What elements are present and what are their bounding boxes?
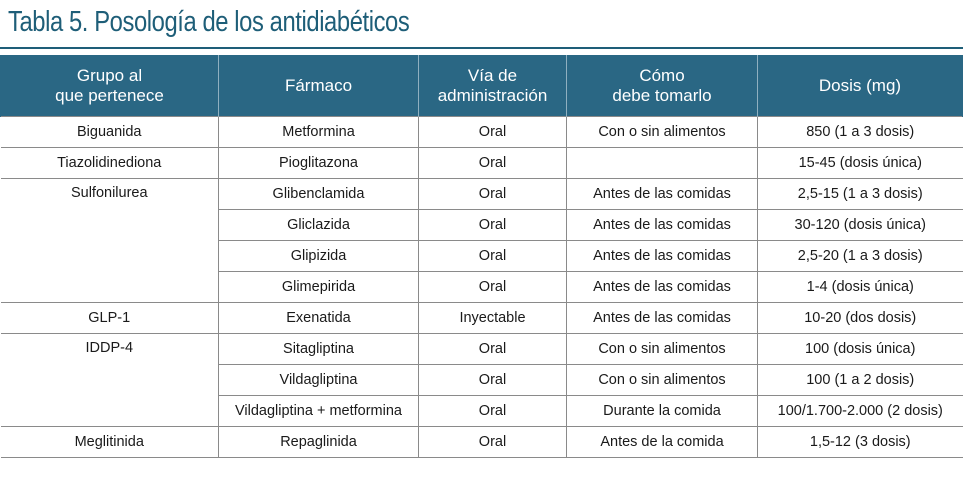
farmaco-cell: Glimepirida bbox=[219, 272, 419, 303]
dosis-cell: 30-120 (dosis única) bbox=[758, 210, 963, 241]
farmaco-cell: Glipizida bbox=[219, 241, 419, 272]
dosis-cell: 15-45 (dosis única) bbox=[758, 148, 963, 179]
como-cell bbox=[567, 148, 758, 179]
dosis-cell: 1-4 (dosis única) bbox=[758, 272, 963, 303]
dosis-cell: 10-20 (dos dosis) bbox=[758, 303, 963, 334]
via-cell: Oral bbox=[419, 210, 567, 241]
group-cell: Tiazolidinediona bbox=[1, 148, 219, 179]
dosis-cell: 2,5-15 (1 a 3 dosis) bbox=[758, 179, 963, 210]
dosis-cell: 2,5-20 (1 a 3 dosis) bbox=[758, 241, 963, 272]
header-via: Vía de administración bbox=[419, 55, 567, 117]
header-dosis: Dosis (mg) bbox=[758, 55, 963, 117]
farmaco-cell: Vildagliptina + metformina bbox=[219, 396, 419, 427]
group-cell: Meglitinida bbox=[1, 427, 219, 458]
group-cell: IDDP-4 bbox=[1, 334, 219, 427]
table-row bbox=[1, 303, 963, 334]
table-row bbox=[1, 117, 963, 148]
como-cell: Con o sin alimentos bbox=[567, 365, 758, 396]
farmaco-cell: Pioglitazona bbox=[219, 148, 419, 179]
como-cell: Con o sin alimentos bbox=[567, 117, 758, 148]
farmaco-cell: Gliclazida bbox=[219, 210, 419, 241]
header-como: Cómo debe tomarlo bbox=[567, 55, 758, 117]
dosage-table bbox=[0, 55, 963, 458]
farmaco-cell: Repaglinida bbox=[219, 427, 419, 458]
como-cell: Antes de la comida bbox=[567, 427, 758, 458]
farmaco-cell: Glibenclamida bbox=[219, 179, 419, 210]
via-cell: Oral bbox=[419, 334, 567, 365]
table-title: Tabla 5. Posología de los antidiabéticos bbox=[8, 6, 410, 38]
farmaco-cell: Sitagliptina bbox=[219, 334, 419, 365]
via-cell: Oral bbox=[419, 117, 567, 148]
via-cell: Oral bbox=[419, 179, 567, 210]
dosis-cell: 850 (1 a 3 dosis) bbox=[758, 117, 963, 148]
title-divider bbox=[0, 47, 963, 49]
via-cell: Oral bbox=[419, 365, 567, 396]
group-cell: Biguanida bbox=[1, 117, 219, 148]
table-row bbox=[1, 179, 963, 210]
farmaco-cell: Vildagliptina bbox=[219, 365, 419, 396]
header-grupo: Grupo al que pertenece bbox=[1, 55, 219, 117]
como-cell: Antes de las comidas bbox=[567, 179, 758, 210]
header-row bbox=[1, 55, 963, 117]
via-cell: Oral bbox=[419, 148, 567, 179]
como-cell: Antes de las comidas bbox=[567, 210, 758, 241]
table-row bbox=[1, 148, 963, 179]
header-farmaco: Fármaco bbox=[219, 55, 419, 117]
farmaco-cell: Exenatida bbox=[219, 303, 419, 334]
via-cell: Oral bbox=[419, 396, 567, 427]
dosis-cell: 1,5-12 (3 dosis) bbox=[758, 427, 963, 458]
dosis-cell: 100/1.700-2.000 (2 dosis) bbox=[758, 396, 963, 427]
como-cell: Con o sin alimentos bbox=[567, 334, 758, 365]
group-cell: GLP-1 bbox=[1, 303, 219, 334]
table-row bbox=[1, 427, 963, 458]
como-cell: Antes de las comidas bbox=[567, 303, 758, 334]
como-cell: Antes de las comidas bbox=[567, 272, 758, 303]
table-row bbox=[1, 334, 963, 365]
como-cell: Durante la comida bbox=[567, 396, 758, 427]
via-cell: Oral bbox=[419, 427, 567, 458]
dosis-cell: 100 (1 a 2 dosis) bbox=[758, 365, 963, 396]
via-cell: Oral bbox=[419, 272, 567, 303]
via-cell: Inyectable bbox=[419, 303, 567, 334]
via-cell: Oral bbox=[419, 241, 567, 272]
farmaco-cell: Metformina bbox=[219, 117, 419, 148]
dosis-cell: 100 (dosis única) bbox=[758, 334, 963, 365]
como-cell: Antes de las comidas bbox=[567, 241, 758, 272]
group-cell: Sulfonilurea bbox=[1, 179, 219, 303]
